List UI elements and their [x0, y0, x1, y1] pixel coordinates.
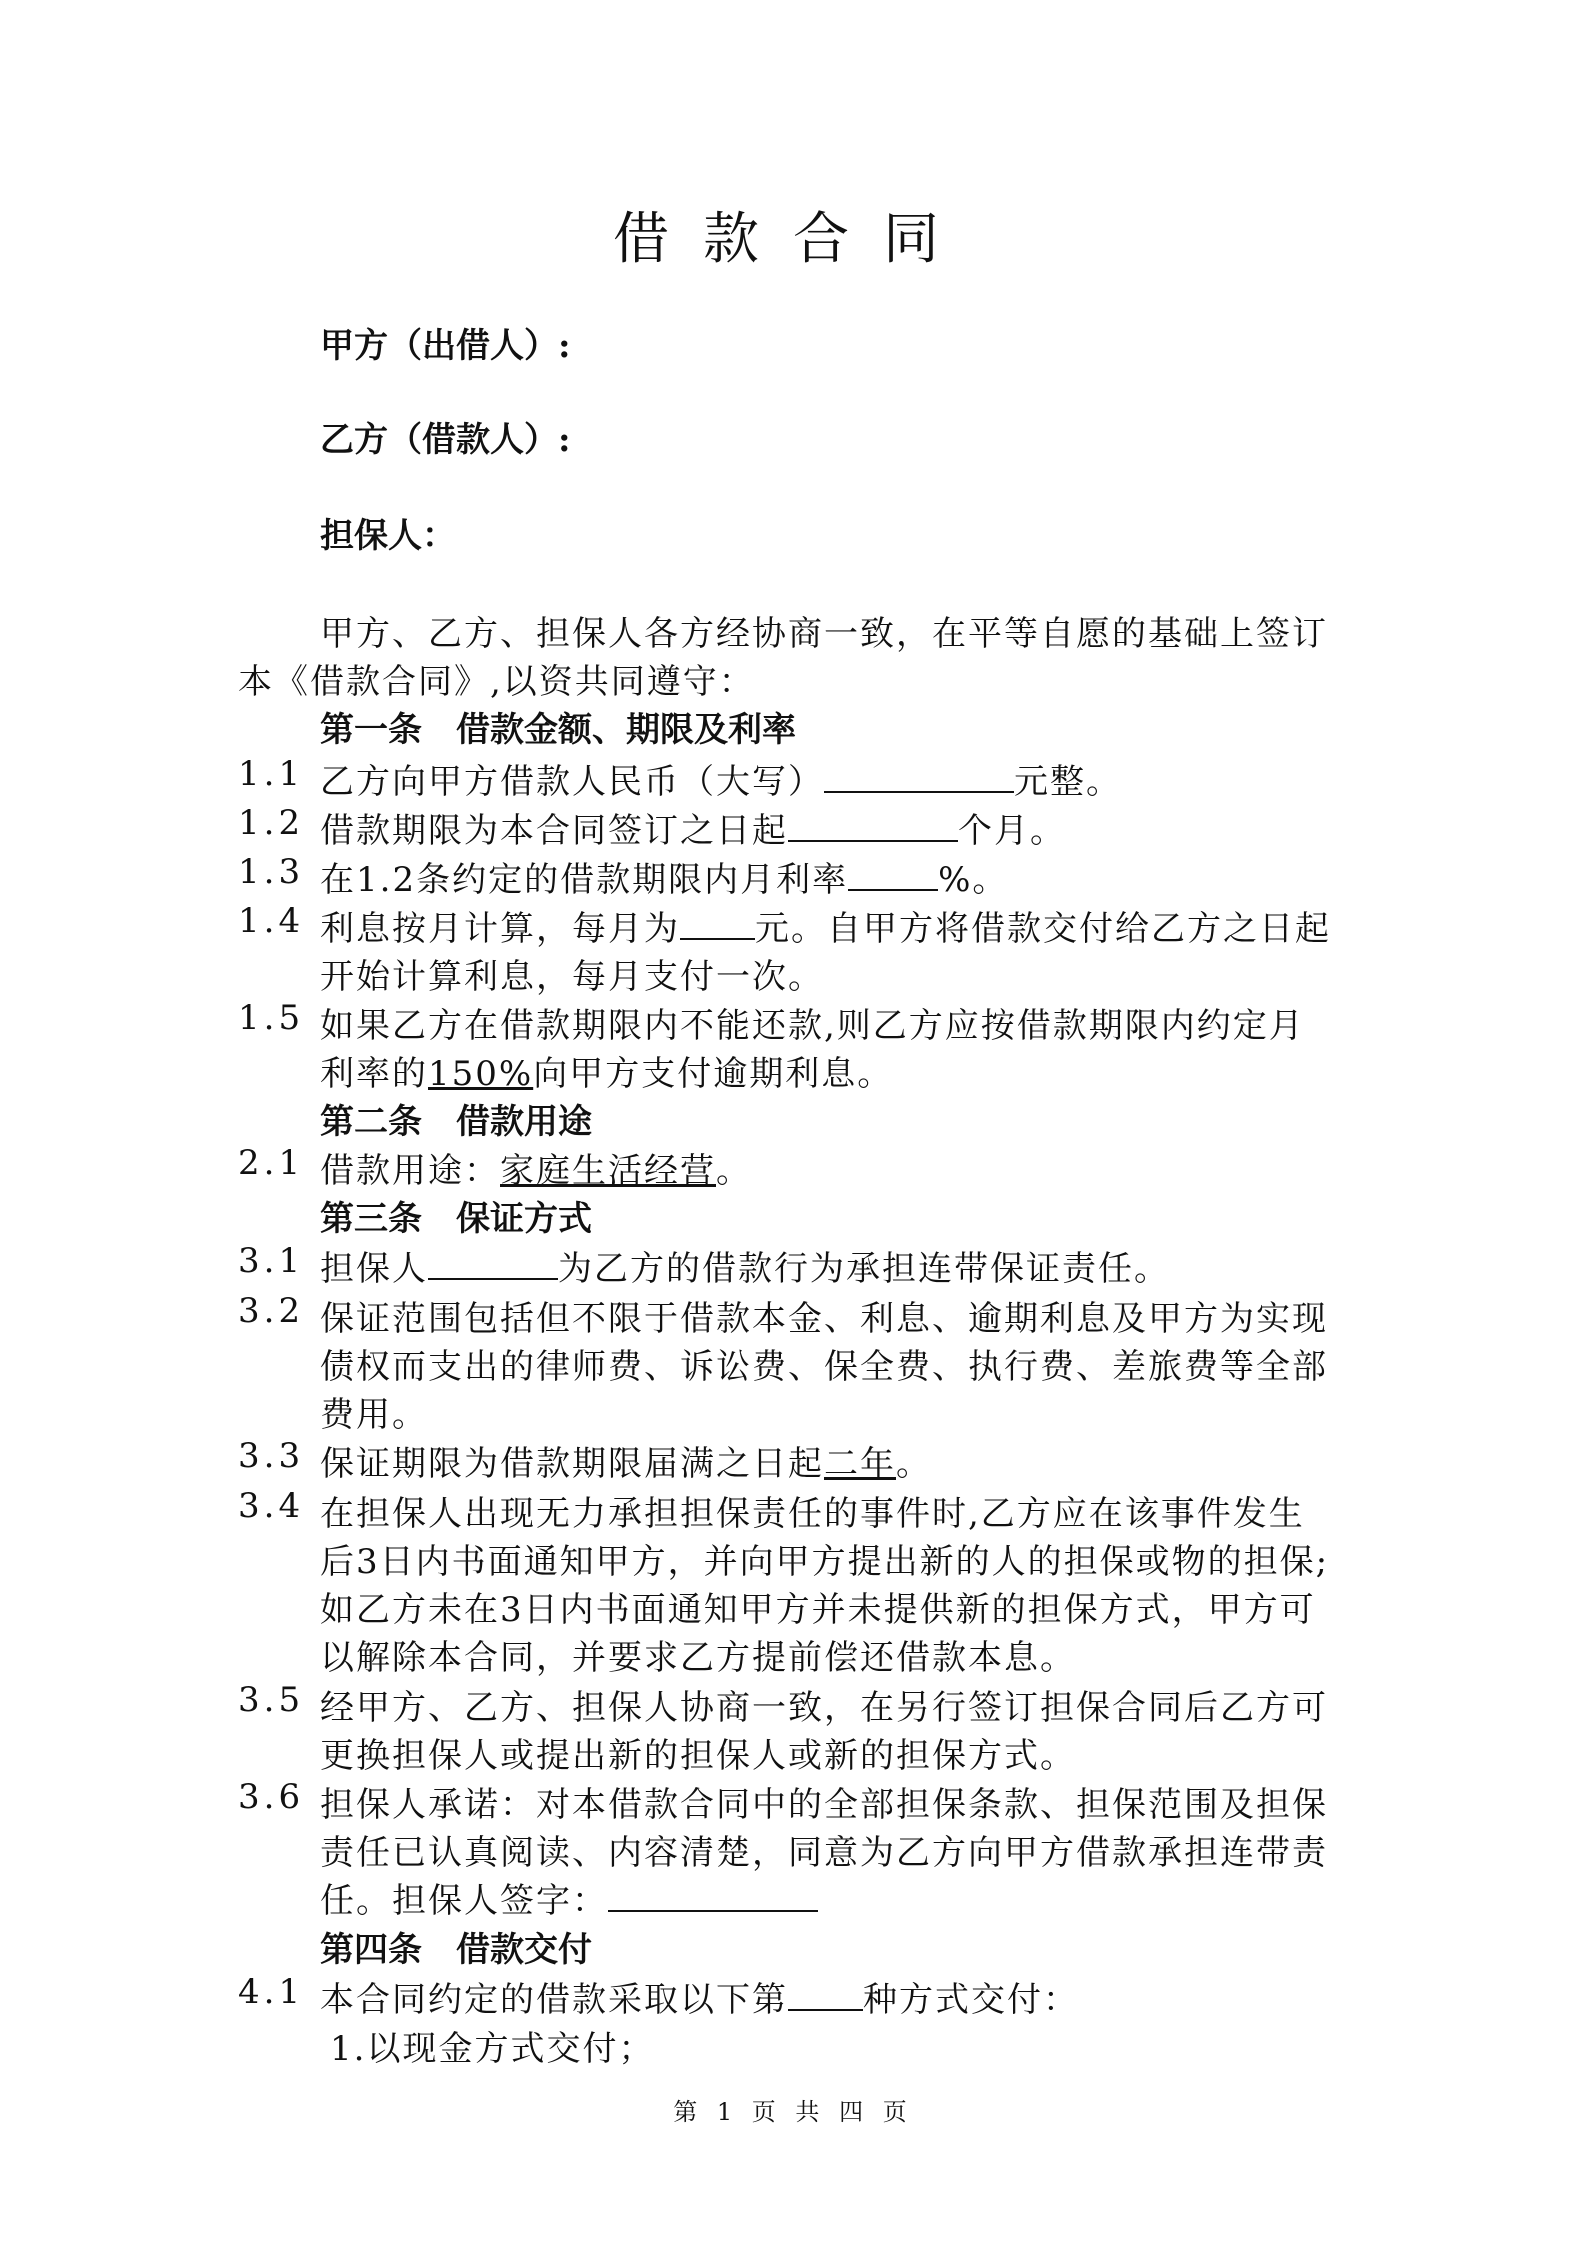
clause-text: 种方式交付： [863, 1980, 1079, 2020]
clause-3-4-cont: 如乙方未在3日内书面通知甲方并未提供新的担保方式，甲方可 [320, 1590, 1316, 1630]
article-2-title: 借款用途 [456, 1102, 592, 1142]
article-4-title: 借款交付 [456, 1930, 592, 1970]
article-1-heading [320, 702, 796, 751]
clause-number: 1.2 [238, 803, 305, 843]
clause-4-1 [320, 1972, 1079, 2021]
clause-text: 利息按月计算，每月为 [320, 909, 680, 949]
clause-3-4-cont: 以解除本合同，并要求乙方提前偿还借款本息。 [320, 1638, 1076, 1678]
clause-number: 3.1 [238, 1241, 305, 1281]
clause-3-5: 经甲方、乙方、担保人协商一致，在另行签订担保合同后乙方可 [320, 1688, 1328, 1728]
clause-text: 。 [896, 1444, 932, 1484]
article-1-title: 借款金额、期限及利率 [456, 710, 796, 750]
clause-2-1 [320, 1143, 752, 1192]
clause-number: 4.1 [238, 1972, 305, 2012]
article-1-number: 第一条 [320, 710, 422, 750]
clause-text: 任。担保人签字： [320, 1881, 608, 1921]
guarantor-signature-blank[interactable] [608, 1880, 818, 1912]
clause-3-1 [320, 1241, 1170, 1290]
clause-text: 。 [716, 1151, 752, 1191]
guarantor-label: 担保人： [320, 516, 456, 556]
term-months-blank[interactable] [788, 810, 958, 842]
delivery-option-1: 1.以现金方式交付； [330, 2029, 655, 2069]
intro-line-1: 甲方、乙方、担保人各方经协商一致，在平等自愿的基础上签订 [320, 614, 1328, 654]
amount-blank[interactable] [824, 761, 1014, 793]
clause-text: 借款用途： [320, 1151, 500, 1191]
article-2-number: 第二条 [320, 1102, 422, 1142]
clause-number: 3.4 [238, 1486, 305, 1526]
clause-3-2-cont: 费用。 [320, 1395, 428, 1435]
clause-1-4-cont: 开始计算利息，每月支付一次。 [320, 957, 824, 997]
clause-1-2 [320, 803, 1066, 852]
clause-text: 个月。 [958, 811, 1066, 851]
clause-number: 1.4 [238, 901, 305, 941]
article-4-number: 第四条 [320, 1930, 422, 1970]
clause-3-3 [320, 1436, 932, 1485]
clause-text: 本合同约定的借款采取以下第 [320, 1980, 788, 2020]
clause-number: 1.1 [238, 754, 305, 794]
article-3-heading [320, 1191, 592, 1240]
clause-3-6: 担保人承诺：对本借款合同中的全部担保条款、担保范围及担保 [320, 1785, 1328, 1825]
clause-1-4 [320, 901, 1331, 950]
clause-text: 借款期限为本合同签订之日起 [320, 811, 788, 851]
clause-3-6-cont: 责任已认真阅读、内容清楚，同意为乙方向甲方借款承担连带责 [320, 1833, 1328, 1873]
page-footer: 第 1 页 共 四 页 [673, 2098, 913, 2126]
delivery-method-blank[interactable] [788, 1979, 863, 2011]
clause-text: %。 [938, 860, 1009, 900]
guarantee-period: 二年 [824, 1444, 896, 1484]
clause-text: 元整。 [1014, 762, 1122, 802]
clause-3-6-cont [320, 1873, 818, 1922]
article-3-title: 保证方式 [456, 1199, 592, 1239]
clause-text: 在1.2条约定的借款期限内月利率 [320, 860, 849, 900]
clause-3-4: 在担保人出现无力承担担保责任的事件时,乙方应在该事件发生 [320, 1494, 1305, 1534]
loan-purpose: 家庭生活经营 [500, 1151, 716, 1191]
clause-number: 3.6 [238, 1777, 305, 1817]
clause-3-4-cont: 后3日内书面通知甲方，并向甲方提出新的人的担保或物的担保; [320, 1542, 1330, 1582]
clause-text: 担保人 [320, 1249, 428, 1289]
clause-text: 向甲方支付逾期利息。 [533, 1054, 894, 1094]
clause-1-5: 如果乙方在借款期限内不能还款,则乙方应按借款期限内约定月 [320, 1006, 1305, 1046]
clause-1-3 [320, 852, 1008, 901]
lender-label: 甲方（出借人）: [320, 326, 571, 366]
intro-line-2: 本《借款合同》,以资共同遵守： [238, 662, 755, 702]
clause-text: 利率的 [320, 1054, 428, 1094]
overdue-rate: 150% [428, 1054, 534, 1094]
article-3-number: 第三条 [320, 1199, 422, 1239]
borrower-label: 乙方（借款人）: [320, 420, 571, 460]
article-2-heading [320, 1094, 592, 1143]
clause-number: 2.1 [238, 1143, 305, 1183]
interest-rate-blank[interactable] [848, 859, 938, 891]
clause-text: 为乙方的借款行为承担连带保证责任。 [558, 1249, 1170, 1289]
clause-text: 保证期限为借款期限届满之日起 [320, 1444, 824, 1484]
monthly-interest-blank[interactable] [680, 908, 755, 940]
clause-number: 3.5 [238, 1680, 305, 1720]
clause-number: 1.3 [238, 852, 305, 892]
document-title: 借款合同 [613, 207, 973, 272]
clause-1-1 [320, 754, 1122, 803]
clause-3-2: 保证范围包括但不限于借款本金、利息、逾期利息及甲方为实现 [320, 1299, 1328, 1339]
clause-number: 3.2 [238, 1291, 305, 1331]
article-4-heading [320, 1922, 592, 1971]
clause-3-2-cont: 债权而支出的律师费、诉讼费、保全费、执行费、差旅费等全部 [320, 1347, 1328, 1387]
guarantor-name-blank[interactable] [428, 1248, 558, 1280]
clause-text: 元。自甲方将借款交付给乙方之日起 [755, 909, 1331, 949]
clause-1-5-cont [320, 1046, 893, 1095]
clause-number: 1.5 [238, 998, 305, 1038]
clause-3-5-cont: 更换担保人或提出新的担保人或新的担保方式。 [320, 1736, 1076, 1776]
clause-number: 3.3 [238, 1436, 305, 1476]
clause-text: 乙方向甲方借款人民币（大写） [320, 762, 824, 802]
